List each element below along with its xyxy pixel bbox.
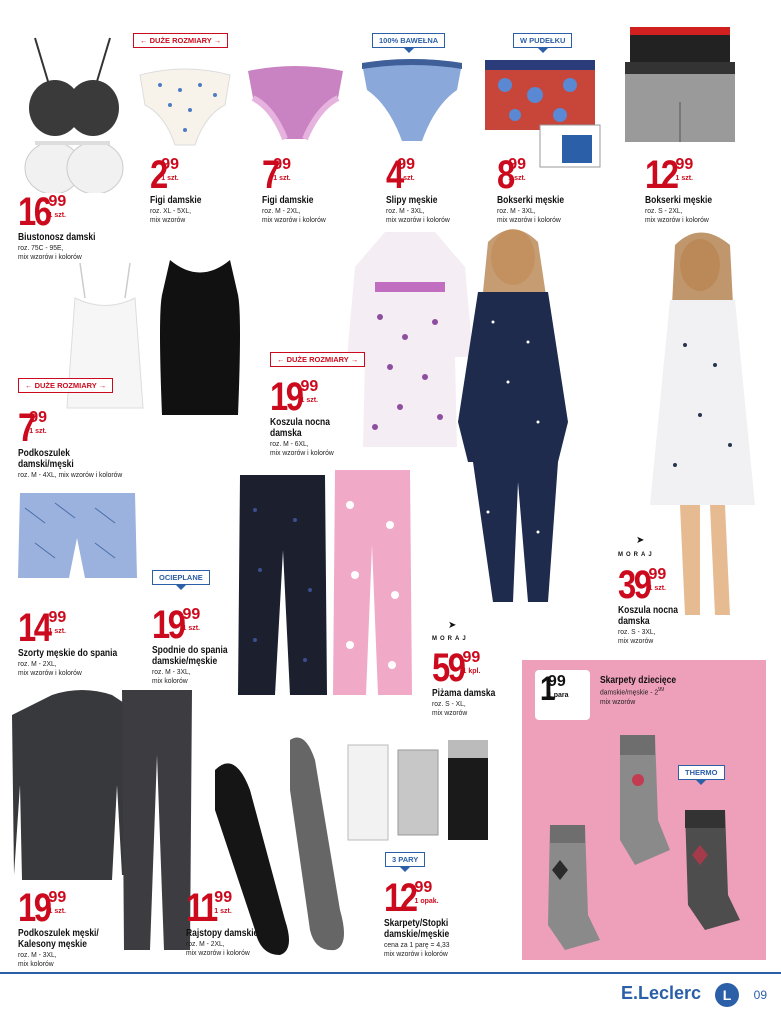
product-bokserki-1: 8 99 1 szt. Bokserki męskie roz. M - 3XL, mix wzorów i kolorów — [497, 153, 565, 224]
tag-duze-rozmiary-3: ← DUŻE ROZMIARY → — [270, 352, 365, 367]
product-koszula-nocna-1: 19 99 1 szt. Koszula nocna damska roz. M - 6XL, mix wzorów i kolorów — [270, 375, 334, 457]
product-figi-2: 7 99 1 szt. Figi damskie roz. M - 2XL, mix wzorów i kolorów — [262, 153, 326, 224]
leclerc-logo-text: E.Leclerc — [620, 983, 701, 1003]
socks-packs-image — [343, 735, 498, 850]
product-pizama: 59 99 1 kpl. Piżama damska roz. S - XL, mix wzorów — [432, 646, 496, 717]
moraj-brand-label-2: MORAJ — [618, 552, 655, 558]
shorts-image — [15, 488, 140, 588]
product-skarpety-dzieciece: 1 99 1 para — [540, 670, 569, 708]
moraj-logo-icon: ➤ — [636, 535, 645, 546]
product-bokserki-2: 12 99 1 szt. Bokserki męskie roz. S - 2XL, mix wzorów i kolorów — [645, 153, 713, 224]
product-kalesony: 19 99 1 szt. Podkoszulek męski/ Kalesony męskie roz. M - 3XL, mix kolorów — [18, 886, 99, 968]
tag-w-pudelku: W PUDEŁKU — [513, 33, 572, 48]
boxers-lotto-image — [615, 22, 745, 147]
briefs-blue-image — [357, 55, 467, 145]
product-szorty: 14 99 1 szt. Szorty męskie do spania roz. M - 2XL, mix wzorów i kolorów — [18, 606, 118, 677]
tank-top-image — [150, 255, 250, 425]
product-biustonosz: 16 99 1 szt. Biustonosz damski roz. 75C - 95E, mix wzorów i kolorów — [18, 190, 96, 261]
thermo-socks-image — [540, 730, 750, 955]
panties-pink-image — [243, 63, 348, 143]
pajama-pants-dark-image — [235, 470, 330, 700]
pajama-pants-pink-image — [330, 465, 415, 700]
product-slipy: 4 99 1 szt. Slipy męskie roz. M - 3XL, mix wzorów i kolorów — [386, 153, 450, 224]
kids-socks-text: Skarpety dziecięce damskie/męskie - $2^{99}$ mix wzorów — [600, 675, 677, 706]
moraj-logo-icon: ➤ — [448, 620, 457, 631]
product-koszula-nocna-2: 39 99 1 szt. Koszula nocna damska roz. S - 3XL, mix wzorów — [618, 563, 678, 645]
tag-3-pary: 3 PARY — [385, 852, 425, 867]
tag-thermo: THERMO — [678, 765, 725, 780]
product-name: Biustonosz damski — [18, 232, 96, 243]
tag-duze-rozmiary-1: ← DUŻE ROZMIARY → — [133, 33, 228, 48]
product-spodnie: 19 99 1 szt. Spodnie do spania damskie/męskie roz. M - 3XL, mix kolorów — [152, 603, 228, 685]
leclerc-logo-icon: L — [715, 983, 739, 1007]
tag-100-bawelna: 100% BAWEŁNA — [372, 33, 445, 48]
product-skarpety-stopki: 12 99 1 opak. Skarpety/Stopki damskie/męskie cena za 1 parę = 4,33 mix wzorów i kolorów — [384, 876, 450, 958]
page-number: 09 — [753, 988, 767, 1002]
pajamas-woman-image — [418, 222, 608, 617]
product-rajstopy: 11 99 1 szt. Rajstopy damskie roz. M - 2XL, mix wzorów i kolorów — [186, 886, 259, 957]
moraj-brand-label-1: MORAJ — [432, 636, 469, 642]
panties-white-image — [135, 65, 235, 150]
tag-ocieplane: OCIEPLANE — [152, 570, 210, 585]
product-podkoszulek: 7 99 1 szt. Podkoszulek damski/męski roz. M - 4XL, mix wzorów i kolorów — [18, 406, 123, 479]
product-figi-1: 2 99 1 szt. Figi damskie roz. XL - 5XL, mix wzorów — [150, 153, 202, 224]
bra-image — [15, 28, 130, 193]
footer-divider — [0, 972, 781, 974]
tag-duze-rozmiary-2: ← DUŻE ROZMIARY → — [18, 378, 113, 393]
